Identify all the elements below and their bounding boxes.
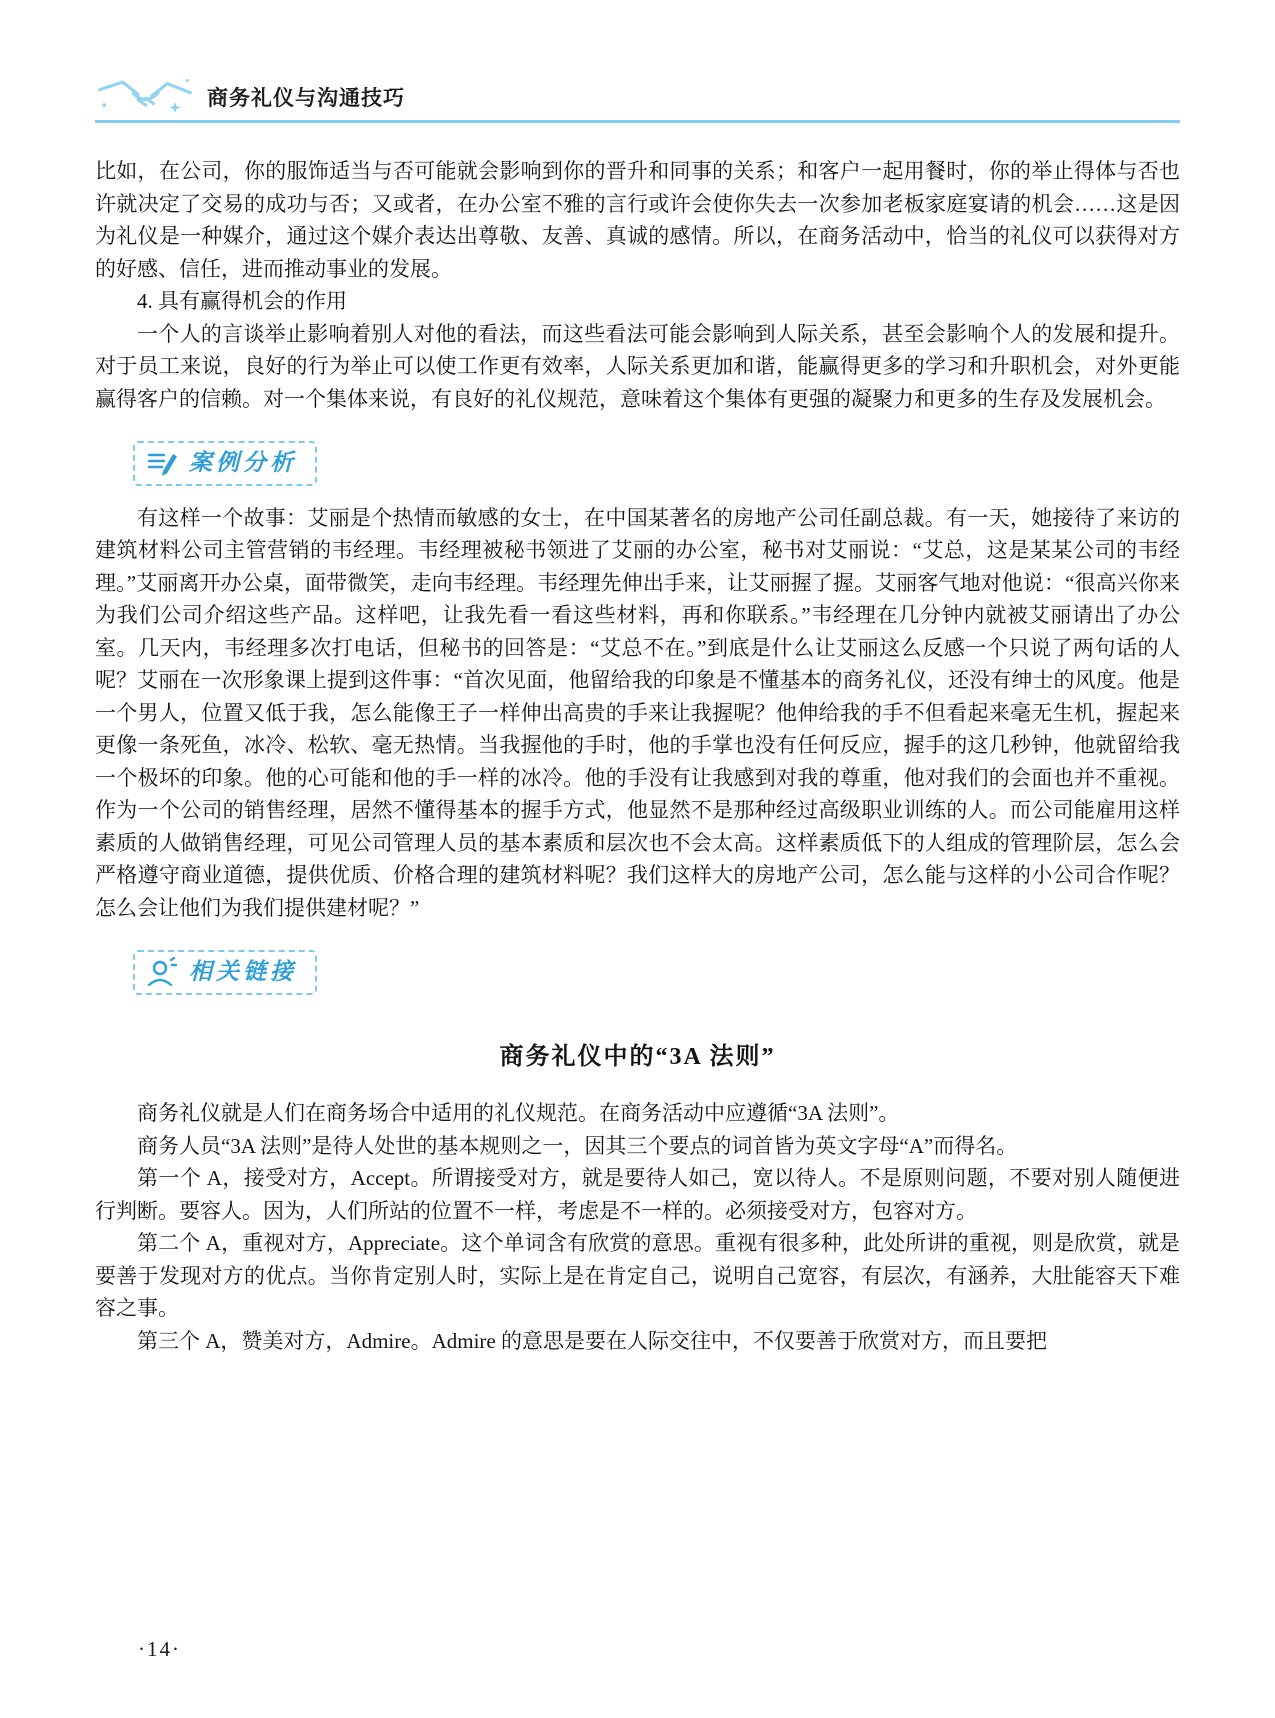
paragraph-intro: 比如，在公司，你的服饰适当与否可能就会影响到你的晋升和同事的关系；和客户一起用餐时，你的举止得体与否也许就决定了交易的成功与否；又或者，在办公室不雅的言行或许会使你失去一次参加老板家庭宴请的机会……这是因为礼仪是一种媒介，通过这个媒介表达出尊敬、友善、真诚的感情。所以，在商务活动中，恰当的礼仪可以获得对方的好感、信任，进而推动事业的发展。 [95, 159, 1180, 281]
page-header [95, 0, 1180, 116]
paragraph-3a-intro: 商务礼仪就是人们在商务场合中适用的礼仪规范。在商务活动中应遵循“3A 法则”。 [137, 1101, 900, 1125]
header-divider [95, 120, 1180, 123]
person-idea-icon [145, 956, 179, 988]
paragraph-3a-appreciate: 第二个 A，重视对方，Appreciate。这个单词含有欣赏的意思。重视有很多种，此处所讲的重视，则是欣赏，就是要善于发现对方的优点。当你肯定别人时，实际上是在肯定自己，说明自己宽容，有层次，有涵养，大肚能容天下难容之事。 [95, 1231, 1180, 1320]
related-link-badge [133, 950, 317, 995]
paragraph-3a-naming: 商务人员“3A 法则”是待人处世的基本规则之一，因其三个要点的词首皆为英文字母“A”而得名。 [137, 1133, 1018, 1158]
case-analysis-badge [133, 441, 317, 486]
book-title: 商务礼仪与沟通技巧 [207, 87, 405, 110]
badge-label: 案例分析 [189, 449, 297, 476]
page-number: ·14· [138, 1637, 181, 1661]
section-heading: 4. 具有赢得机会的作用 [137, 289, 347, 313]
paragraph-section: 一个人的言谈举止影响着别人对他的看法，而这些看法可能会影响到人际关系，甚至会影响个人的发展和提升。对于员工来说，良好的行为举止可以使工作更有效率，人际关系更加和谐，能赢得更多的学习和升职机会，对外更能赢得客户的信赖。对一个集体来说，有良好的礼仪规范，意味着这个集体有更强的凝聚力和更多的生存及发展机会。 [95, 321, 1180, 411]
handshake-icon [95, 72, 195, 116]
badge-label: 相关链接 [189, 958, 297, 985]
paragraph-3a-accept: 第一个 A，接受对方，Accept。所谓接受对方，就是要待人如己，宽以待人。不是原则问题，不要对别人随便进行判断。要容人。因为，人们所站的位置不一样，考虑是不一样的。必须接受对方，包容对方。 [95, 1166, 1180, 1223]
case-story-paragraph: 有这样一个故事：艾丽是个热情而敏感的女士，在中国某著名的房地产公司任副总裁。有一天，她接待了来访的建筑材料公司主管营销的韦经理。韦经理被秘书领进了艾丽的办公室，秘书对艾丽说：“艾总，这是某某公司的韦经理。”艾丽离开办公桌，面带微笑，走向韦经理。韦经理先伸出手来，让艾丽握了握。艾丽客气地对他说：“很高兴你来为我们公司介绍这些产品。这样吧，让我先看一看这些材料，再和你联系。”韦经理在几分钟内就被艾丽请出了办公室。几天内，韦经理多次打电话，但秘书的回答是：“艾总不在。”到底是什么让艾丽这么反感一个只说了两句话的人呢？艾丽在一次形象课上提到这件事：“首次见面，他留给我的印象是不懂基本的商务礼仪，还没有绅士的风度。他是一个男人，位置又低于我，怎么能像王子一样伸出高贵的手来让我握呢？他伸给我的手不但看起来毫无生机，握起来更像一条死鱼，冰冷、松软、毫无热情。当我握他的手时，他的手掌也没有任何反应，握手的这几秒钟，他就留给我一个极坏的印象。他的心可能和他的手一样的冰冷。他的手没有让我感到对我的尊重，他对我们的会面也并不重视。作为一个公司的销售经理，居然不懂得基本的握手方式，他显然不是那种经过高级职业训练的人。而公司能雇用这样素质的人做销售经理，可见公司管理人员的基本素质和层次也不会太高。这样素质低下的人组成的管理阶层，怎么会严格遵守商业道德，提供优质、价格合理的建筑材料呢？我们这样大的房地产公司，怎么能与这样的小公司合作呢？怎么会让他们为我们提供建材呢？” [95, 505, 1180, 920]
boxed-article-title: 商务礼仪中的“3A 法则” [499, 1043, 776, 1070]
page-content [95, 155, 1180, 1357]
notebook-pen-icon [145, 447, 179, 479]
paragraph-3a-admire: 第三个 A，赞美对方，Admire。Admire 的意思是要在人际交往中，不仅要善于欣赏对方，而且要把 [137, 1328, 1047, 1353]
